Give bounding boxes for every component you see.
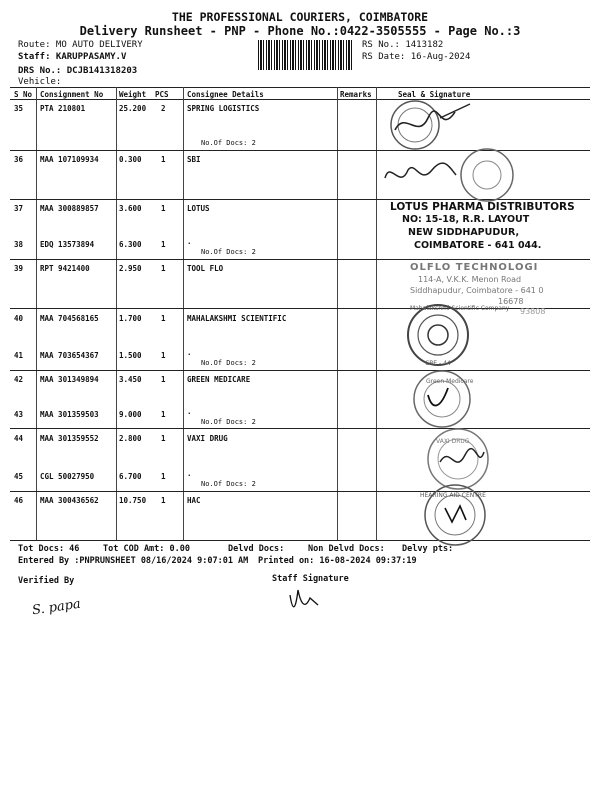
rs-number: RS No.: 1413182 <box>362 40 444 50</box>
table-row-sno: 46 <box>14 496 24 505</box>
table-row-weight: 25.200 <box>119 104 147 113</box>
docs-count: No.Of Docs: 2 <box>201 480 256 488</box>
vaxi-drug-label: VAXI DRUG <box>436 438 470 445</box>
table-row-weight: 3.600 <box>119 204 142 213</box>
mahalakshmi-stamp-label: Mahalakshmi Scientific Company <box>410 305 510 312</box>
table-row-sno: 41 <box>14 351 24 360</box>
hac-stamp-label: HEARING AID CENTRE <box>420 492 486 499</box>
lotus-stamp-line1: LOTUS PHARMA DISTRIBUTORS <box>390 201 575 213</box>
runsheet-subtitle: Delivery Runsheet - PNP - Phone No.:0422-3505555 - Page No.:3 <box>79 24 521 38</box>
table-row-consignment: RPT 9421400 <box>40 264 90 273</box>
docs-count: No.Of Docs: 2 <box>201 248 256 256</box>
table-row-consignee: . <box>187 407 192 416</box>
route-label: Route: MO AUTO DELIVERY <box>18 40 143 50</box>
table-row-weight: 1.500 <box>119 351 142 360</box>
table-row-sno: 37 <box>14 204 24 213</box>
table-row-consignment: MAA 300889857 <box>40 204 99 213</box>
non-delivered-docs: Non Delvd Docs: <box>308 544 385 554</box>
delivery-points: Delvy pts: <box>402 544 454 554</box>
table-row-pcs: 1 <box>161 351 166 360</box>
verifier-signature: S. papa <box>31 596 82 619</box>
table-row-pcs: 1 <box>161 472 166 481</box>
table-row-consignee: SPRING LOGISTICS <box>187 104 260 113</box>
table-row-sno: 44 <box>14 434 24 443</box>
table-row-sno: 39 <box>14 264 24 273</box>
table-row-weight: 2.800 <box>119 434 142 443</box>
rs-date: RS Date: 16-Aug-2024 <box>362 52 471 62</box>
col-header-sno: S No <box>14 90 33 99</box>
table-row-weight: 2.950 <box>119 264 142 273</box>
table-row-sno: 40 <box>14 314 24 323</box>
col-header-remarks: Remarks <box>340 90 372 99</box>
table-row-weight: 0.300 <box>119 155 142 164</box>
table-row-pcs: 1 <box>161 314 166 323</box>
table-row-sno: 36 <box>14 155 24 164</box>
table-row-consignment: CGL 50027950 <box>40 472 95 481</box>
toolflo-stamp-line3: Siddhapudur, Coimbatore - 641 0 <box>410 286 544 295</box>
table-row-pcs: 1 <box>161 375 166 384</box>
toolflo-stamp-line2: 114-A, V.K.K. Menon Road <box>418 275 522 284</box>
table-row-consignee: HAC <box>187 496 201 505</box>
toolflo-stamp-line4: 16678 <box>498 297 524 306</box>
table-row-pcs: 1 <box>161 155 166 164</box>
col-header-pcs: PCS <box>155 90 169 99</box>
table-row-consignment: MAA 301349894 <box>40 375 99 384</box>
table-row-pcs: 1 <box>161 264 166 273</box>
green-medicare-label: Green Medicare <box>426 378 474 385</box>
table-row-pcs: 1 <box>161 496 166 505</box>
lotus-stamp-line2: NO: 15-18, R.R. LAYOUT <box>402 214 530 225</box>
table-row-sno: 43 <box>14 410 24 419</box>
table-row-consignment: MAA 703654367 <box>40 351 99 360</box>
toolflo-stamp-line5: 93808 <box>520 307 546 316</box>
table-row-consignee: MAHALAKSHMI SCIENTIFIC <box>187 314 287 323</box>
staff-label: Staff: KARUPPASAMY.V <box>18 52 127 62</box>
col-header-consignee: Consignee Details <box>187 90 264 99</box>
toolflo-stamp-line1: OLFLO TECHNOLOGI <box>410 262 539 273</box>
table-row-consignment: MAA 704568165 <box>40 314 99 323</box>
staff-signature <box>290 590 318 607</box>
table-row-consignment: MAA 300436562 <box>40 496 99 505</box>
table-row-weight: 6.300 <box>119 240 142 249</box>
table-row-sno: 38 <box>14 240 24 249</box>
table-row-pcs: 2 <box>161 104 166 113</box>
docs-count: No.Of Docs: 2 <box>201 139 256 147</box>
table-row-consignment: MAA 301359552 <box>40 434 99 443</box>
cbe-stamp-label: CBE - 44 <box>425 360 451 367</box>
company-title: THE PROFESSIONAL COURIERS, COIMBATORE <box>171 10 429 24</box>
table-row-weight: 3.450 <box>119 375 142 384</box>
table-row-pcs: 1 <box>161 410 166 419</box>
table-row-weight: 6.700 <box>119 472 142 481</box>
table-row-consignment: MAA 301359503 <box>40 410 99 419</box>
table-row-consignee: SBI <box>187 155 201 164</box>
table-row-pcs: 1 <box>161 204 166 213</box>
table-row-sno: 42 <box>14 375 24 384</box>
table-row-consignment: MAA 107109934 <box>40 155 99 164</box>
table-row-consignment: PTA 210801 <box>40 104 86 113</box>
table-row-consignee: . <box>187 469 192 478</box>
table-row-consignee: TOOL FLO <box>187 264 224 273</box>
table-row-consignee: GREEN MEDICARE <box>187 375 251 384</box>
table-row-sno: 45 <box>14 472 24 481</box>
vehicle-label: Vehicle: <box>18 77 62 87</box>
table-row-consignment: EDQ 13573894 <box>40 240 95 249</box>
table-row-pcs: 1 <box>161 434 166 443</box>
sbi-stamp <box>385 149 513 201</box>
verified-by-label: Verified By <box>18 576 75 586</box>
staff-signature-label: Staff Signature <box>272 574 349 584</box>
table-row-weight: 9.000 <box>119 410 142 419</box>
delivered-docs: Delvd Docs: <box>228 544 285 554</box>
table-row-pcs: 1 <box>161 240 166 249</box>
entered-by: Entered By :PNPRUNSHEET 08/16/2024 9:07:01 AM <box>18 556 249 566</box>
total-cod: Tot COD Amt: 0.00 <box>103 544 190 554</box>
lotus-stamp-line3: NEW SIDDHAPUDUR, <box>408 227 520 238</box>
docs-count: No.Of Docs: 2 <box>201 359 256 367</box>
lotus-stamp-line4: COIMBATORE - 641 044. <box>414 240 542 251</box>
table-row-weight: 1.700 <box>119 314 142 323</box>
table-row-sno: 35 <box>14 104 24 113</box>
table-row-consignee: VAXI DRUG <box>187 434 228 443</box>
drs-number: DRS No.: DCJB141318203 <box>18 66 138 76</box>
spring-logistics-stamp <box>391 101 470 149</box>
printed-on: Printed on: 16-08-2024 09:37:19 <box>258 556 417 566</box>
table-row-consignee: . <box>187 348 192 357</box>
col-header-weight: Weight <box>119 90 147 99</box>
docs-count: No.Of Docs: 2 <box>201 418 256 426</box>
col-header-seal: Seal & Signature <box>398 90 471 99</box>
table-row-weight: 10.750 <box>119 496 147 505</box>
total-docs: Tot Docs: 46 <box>18 544 80 554</box>
mahalakshmi-stamp <box>408 305 468 365</box>
col-header-consignment: Consignment No <box>40 90 104 99</box>
table-row-consignee: LOTUS <box>187 204 210 213</box>
table-row-consignee: . <box>187 237 192 246</box>
